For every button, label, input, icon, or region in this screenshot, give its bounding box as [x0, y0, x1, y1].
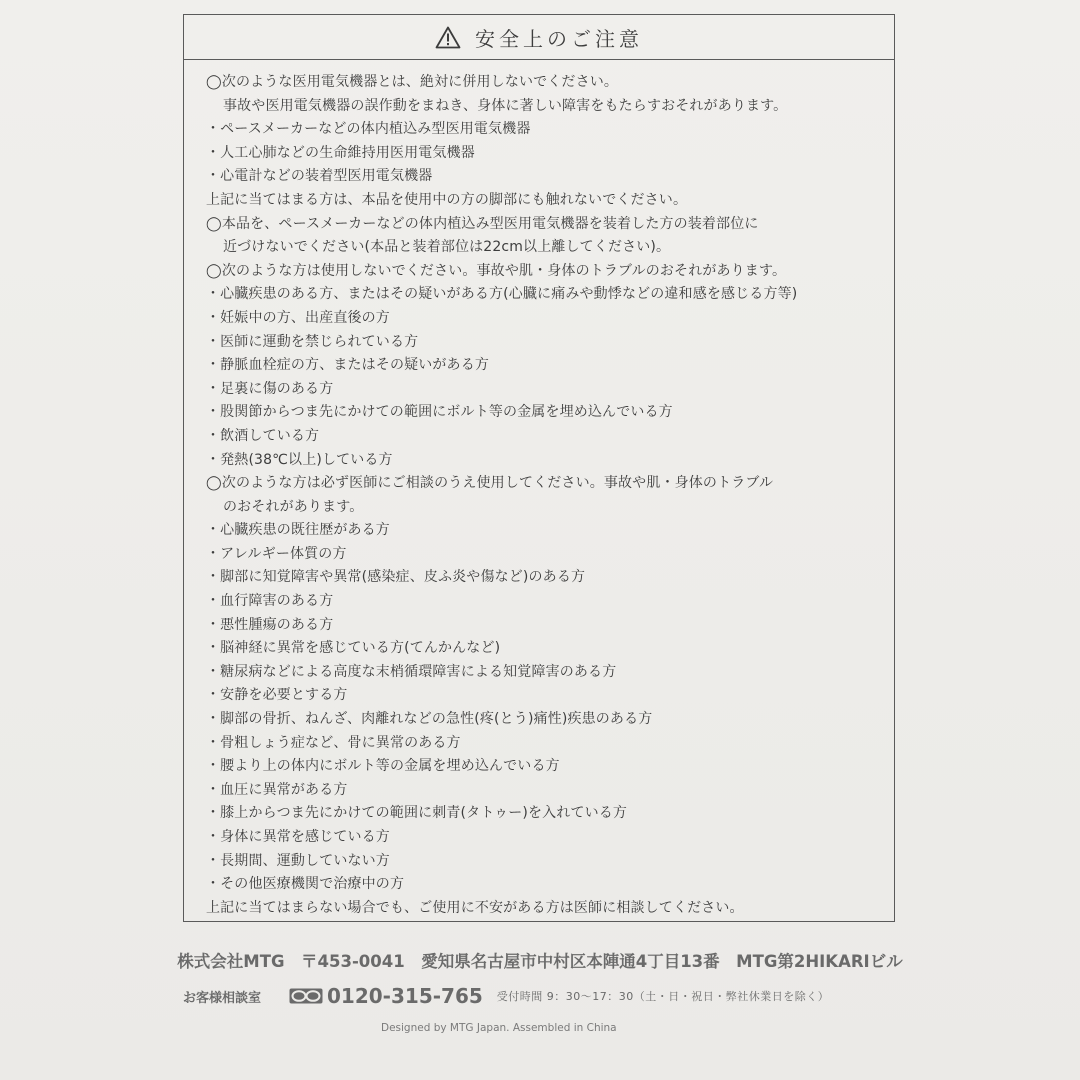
notice-line: ・その他医療機関で治療中の方 [206, 876, 405, 893]
safety-notice-title: 安全上のご注意 [475, 26, 643, 51]
design-credit: Designed by MTG Japan. Assembled in China [381, 1022, 617, 1034]
warning-triangle-icon [435, 26, 461, 49]
notice-line: ・心臓疾患の既往歴がある方 [206, 522, 390, 539]
safety-notice-box [183, 14, 895, 922]
notice-line: ◯次のような方は必ず医師にご相談のうえ使用してください。事故や肌・身体のトラブル [206, 475, 774, 492]
notice-line: ・安静を必要とする方 [206, 687, 348, 704]
customer-contact [183, 984, 829, 1008]
notice-line: 近づけないでください(本品と装着部位は22cm以上離してください)。 [223, 239, 671, 256]
notice-line: ・アレルギー体質の方 [206, 545, 347, 562]
notice-line: ・血圧に異常がある方 [206, 781, 348, 798]
notice-line: ・飲酒している方 [206, 427, 320, 444]
notice-line: ・発熱(38℃以上)している方 [206, 451, 393, 468]
notice-line: ・脚部に知覚障害や異常(感染症、皮ふ炎や傷など)のある方 [206, 569, 586, 586]
reception-hours: 受付時間 9：30～17：30（土・日・祝日・弊社休業日を除く） [496, 990, 830, 1003]
notice-line: ・身体に異常を感じている方 [206, 829, 390, 845]
company-address: 株式会社MTG 〒453-0041 愛知県名古屋市中村区本陣通4丁目13番 MTG第2HIKARIビル [177, 952, 903, 971]
notice-line: ・医師に運動を禁じられている方 [206, 333, 419, 350]
notice-line: ・妊娠中の方、出産直後の方 [206, 309, 390, 326]
notice-line: ・骨粗しょう症など、骨に異常のある方 [206, 734, 461, 751]
phone-number: 0120-315-765 [327, 984, 483, 1008]
notice-line: ◯本品を、ペースメーカーなどの体内植込み型医用電気機器を装着した方の装着部位に [206, 215, 759, 232]
notice-line: ・長期間、運動していない方 [206, 852, 390, 869]
notice-line: ・腰より上の体内にボルト等の金属を埋め込んでいる方 [206, 758, 560, 775]
notice-line: ・心電計などの装着型医用電気機器 [206, 168, 433, 185]
notice-line: ・脳神経に異常を感じている方(てんかんなど) [206, 640, 501, 657]
notice-line: ・膝上からつま先にかけての範囲に刺青(タトゥー)を入れている方 [206, 805, 628, 822]
notice-line: 事故や医用電気機器の誤作動をまねき、身体に著しい障害をもたらすおそれがあります。 [223, 97, 788, 114]
notice-line: 上記に当てはまらない場合でも、ご使用に不安がある方は医師に相談してください。 [206, 899, 744, 916]
notice-line: ・人工心肺などの生命維持用医用電気機器 [206, 144, 475, 161]
contact-label: お客様相談室 [183, 990, 262, 1006]
notice-line: ・静脈血栓症の方、またはその疑いがある方 [206, 357, 489, 374]
notice-line: ・足裏に傷のある方 [206, 380, 334, 397]
notice-line: ◯次のような方は使用しないでください。事故や肌・身体のトラブルのおそれがあります。 [206, 262, 787, 279]
notice-line: ・ペースメーカーなどの体内植込み型医用電気機器 [206, 121, 531, 138]
notice-line: 上記に当てはまる方は、本品を使用中の方の脚部にも触れないでください。 [206, 191, 688, 208]
notice-line: ・血行障害のある方 [206, 593, 334, 610]
notice-line: のおそれがあります。 [223, 498, 364, 515]
freedial-icon [289, 988, 327, 1004]
notice-line: ・心臓疾患のある方、またはその疑いがある方(心臓に痛みや動悸などの違和感を感じる方等) [206, 286, 798, 303]
notice-line: ◯次のような医用電気機器とは、絶対に併用しないでください。 [206, 74, 619, 90]
safety-notice-body [184, 60, 894, 920]
notice-line: ・脚部の骨折、ねんざ、肉離れなどの急性(疼(とう)痛性)疾患のある方 [206, 711, 653, 728]
notice-line: ・糖尿病などによる高度な末梢循環障害による知覚障害のある方 [206, 663, 617, 680]
notice-line: ・股関節からつま先にかけての範囲にボルト等の金属を埋め込んでいる方 [206, 404, 673, 421]
notice-line: ・悪性腫瘍のある方 [206, 616, 334, 633]
safety-notice-header [184, 15, 894, 60]
